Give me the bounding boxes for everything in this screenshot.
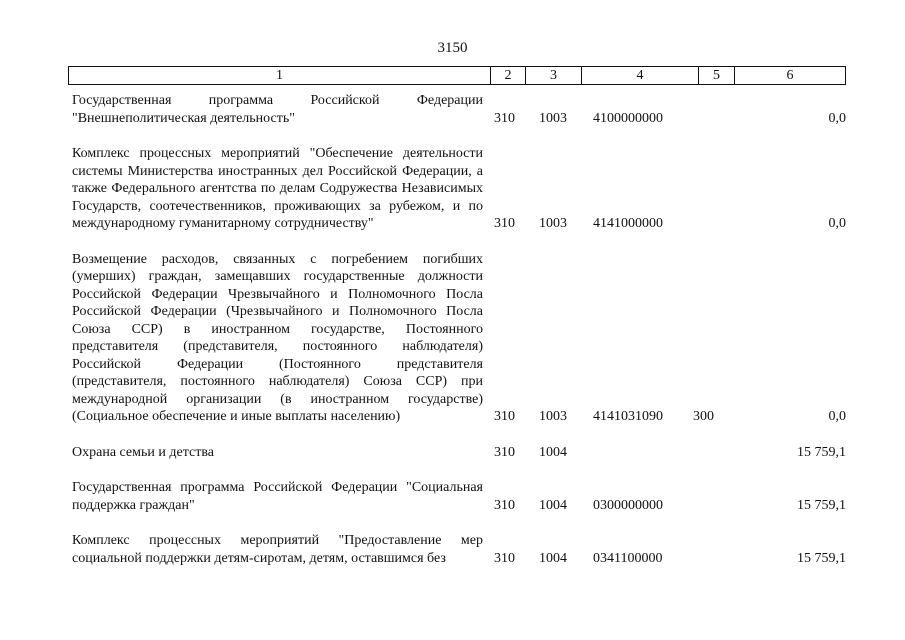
table-row [68,92,846,127]
row-col-3: 1004 [539,550,567,566]
row-col-3: 1003 [539,110,567,126]
header-col-1: 1 [69,67,491,84]
row-col-3: 1003 [539,216,567,231]
row-col-4: 4141031090 [593,409,663,424]
row-name: Государственная программа Российской Федерации "Внешнеполитическая деятельность" [72,93,483,126]
row-amount: 0,0 [828,216,846,231]
row-col-4: 4100000000 [593,110,663,126]
row-col-2: 310 [494,444,515,460]
row-col-2: 310 [494,409,515,424]
row-amount: 0,0 [828,110,846,126]
header-col-2: 2 [491,67,526,84]
table-body [68,92,846,585]
row-col-3: 1003 [539,409,567,424]
row-col-3: 1004 [539,444,567,460]
row-amount: 15 759,1 [797,550,846,566]
header-col-4: 4 [582,67,699,84]
row-name: Комплекс процессных мероприятий "Предоставление мер социальной поддержки детям-сиротам, детям, оставшимся без [72,533,483,566]
row-col-5: 300 [693,409,714,424]
row-name: Охрана семьи и детства [72,444,214,460]
table-row [68,251,846,426]
row-name: Комплекс процессных мероприятий "Обеспечение деятельности системы Министерства иностранных дел Российской Федерации, а также Федерального агентства по делам Содружества Независимых Государств, соотечественников, проживающих за рубежом, и по международному гуманитарному сотрудничеству" [72,146,483,231]
row-amount: 15 759,1 [797,497,846,513]
header-col-6: 6 [786,68,794,83]
row-name: Государственная программа Российской Федерации "Социальная поддержка граждан" [72,480,483,513]
table-row [68,532,846,567]
table-row [68,444,846,462]
table-row [68,479,846,514]
row-col-2: 310 [494,550,515,566]
row-col-4: 4141000000 [593,216,663,231]
table-header [68,66,846,85]
row-amount: 0,0 [828,409,846,424]
row-col-2: 310 [494,497,515,513]
row-col-2: 310 [494,216,515,231]
row-col-3: 1004 [539,497,567,513]
row-col-2: 310 [494,110,515,126]
page-number: 3150 [437,40,468,56]
header-col-5: 5 [699,67,735,84]
row-amount: 15 759,1 [797,444,846,460]
row-col-4: 0300000000 [593,497,663,513]
header-col-3: 3 [526,67,582,84]
row-name: Возмещение расходов, связанных с погребением погибших (умерших) граждан, замещавших государственные должности Российской Федерации Чрезвычайного и Полномочного Посла Российской Федерации (Чрезвычайного и Полномочного Посла Союза ССР) в иностранном государстве, Постоянного представителя (представителя, постоянного наблюдателя) Российской Федерации (Постоянного представителя (представителя, постоянного наблюдателя) Союза ССР) при международной организации (в иностранном государстве) (Социальное обеспечение и иные выплаты населению) [72,251,483,424]
row-col-4: 0341100000 [593,550,663,566]
table-row [68,145,846,233]
